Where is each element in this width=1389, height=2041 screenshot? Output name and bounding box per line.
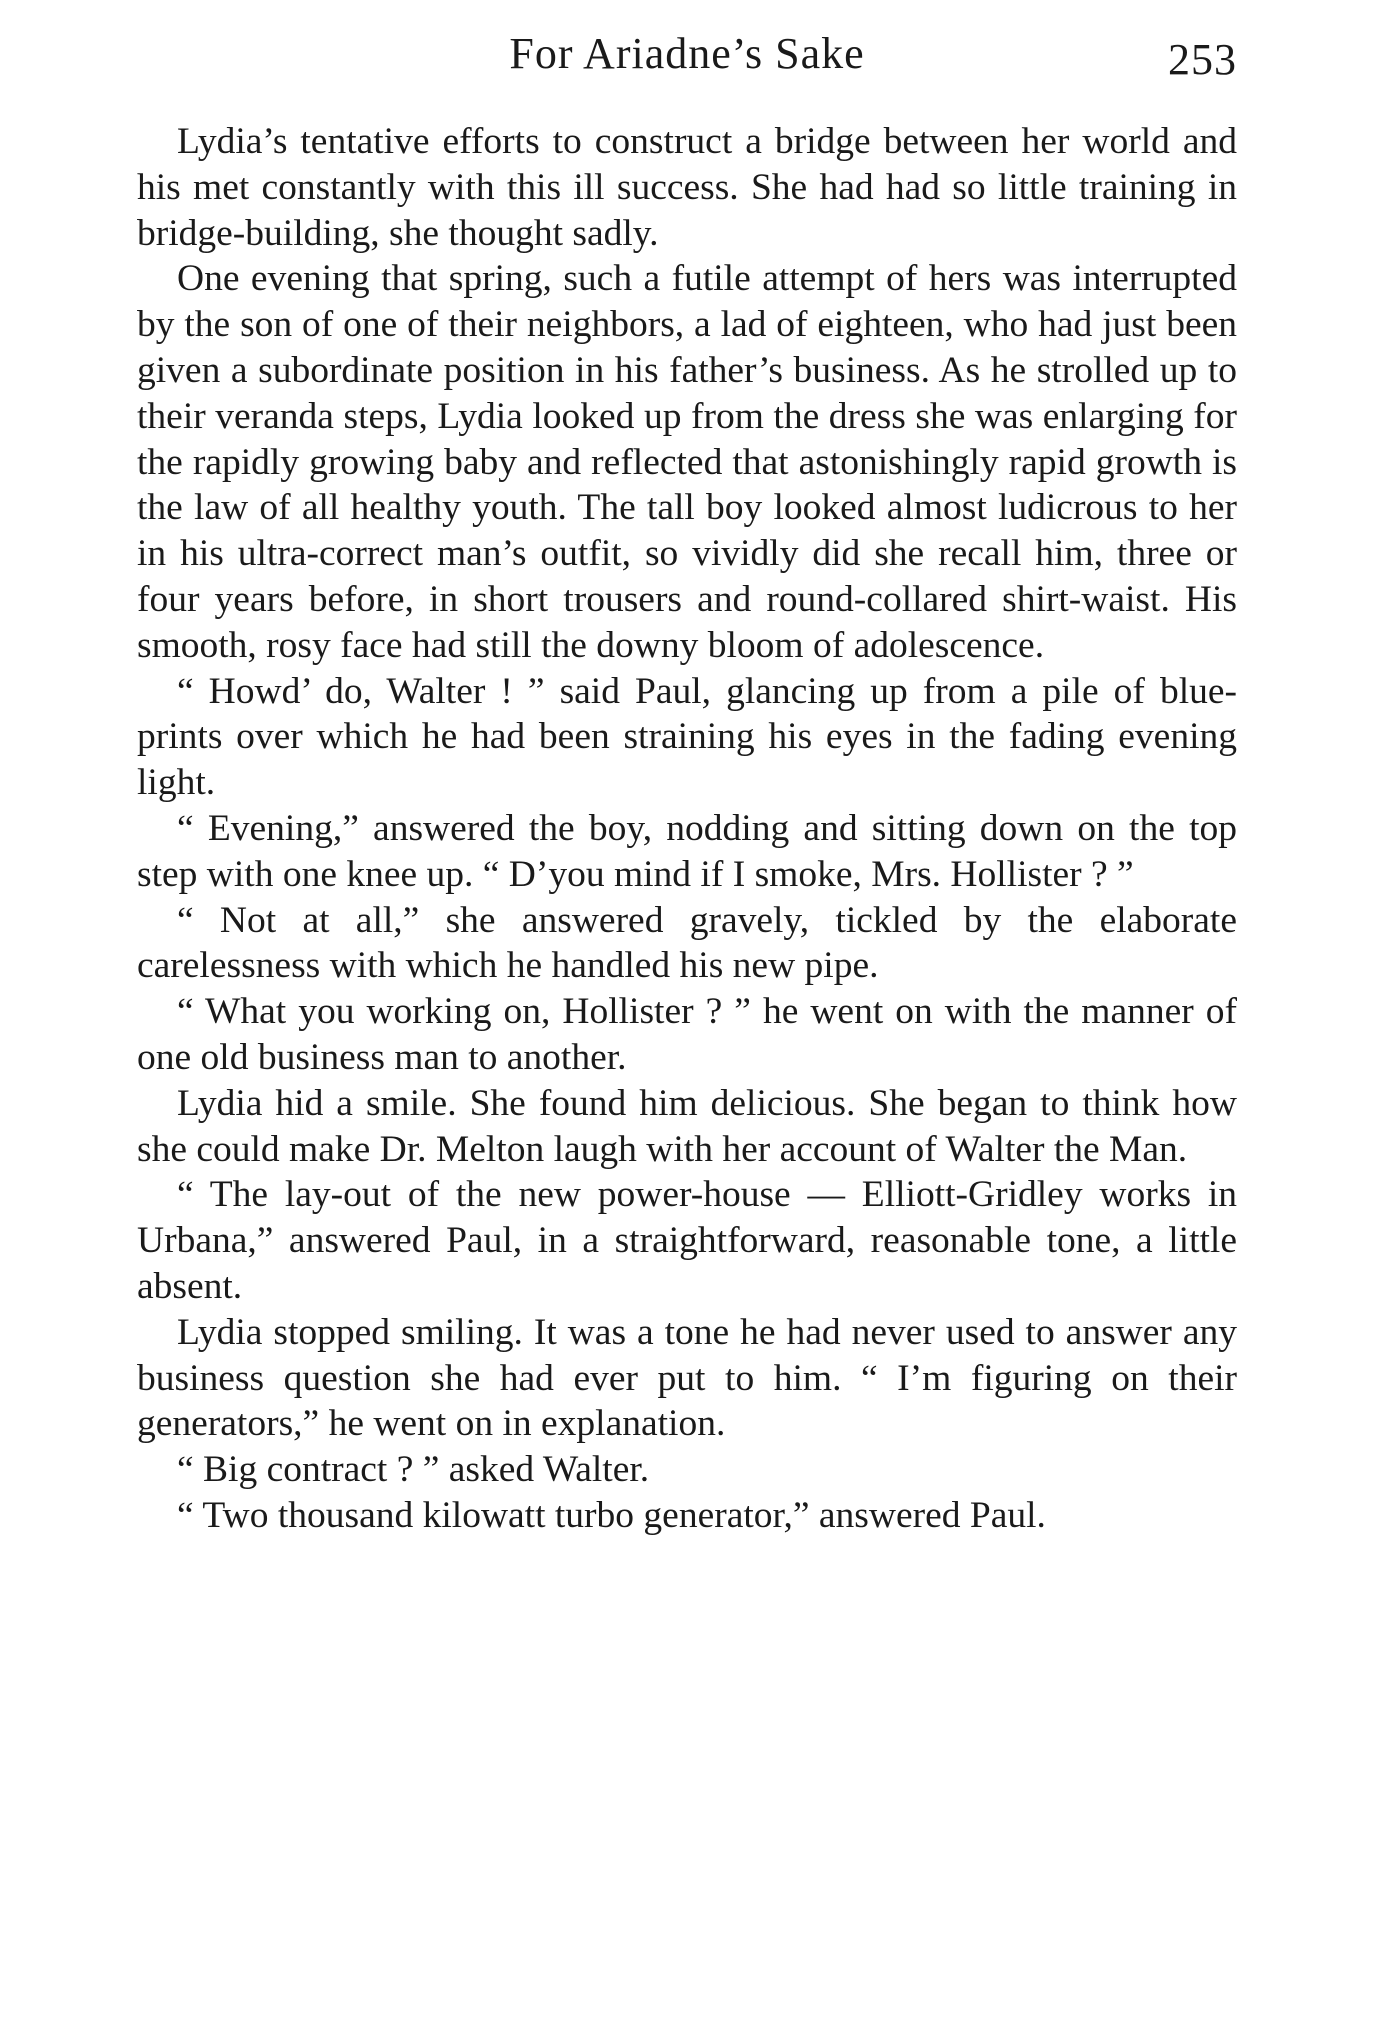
- paragraph: “ The lay-out of the new power-house — Elliott-Gridley works in Urbana,” answered Paul, in a straightforward, reasonable tone, a little absent.: [137, 1174, 1237, 1307]
- running-title: For Ariadne’s Sake: [509, 29, 865, 78]
- paragraph: “ Two thousand kilowatt turbo generator,” answered Paul.: [177, 1494, 1046, 1536]
- paragraph: “ What you working on, Hollister ? ” he went on with the manner of one old business man to another.: [137, 991, 1237, 1078]
- paragraph: Lydia hid a smile. She found him delicious. She began to think how she could make Dr. Melton laugh with her account of Walter the Man.: [137, 1082, 1237, 1170]
- page-number: 253: [1168, 35, 1237, 84]
- paragraph: “ Big contract ? ” asked Walter.: [177, 1449, 650, 1491]
- paragraph: One evening that spring, such a futile attempt of hers was interrupted by the son of one of their neighbors, a lad of eighteen, who had just been given a subordinate position in his father’s business. As he strolled up to their veranda steps, Lydia looked up from the dress she was enlarging for the rapidly growing baby and reflected that astonishingly rapid growth is the law of all healthy youth. The tall boy looked almost ludicrous to her in his ultra-correct man’s outfit, so vividly did she recall him, three or four years before, in short trousers and round-collared shirt-waist. His smooth, rosy face had still the downy bloom of adolescence.: [137, 258, 1237, 666]
- paragraph: “ Not at all,” she answered gravely, tickled by the elaborate carelessness with which he handled his new pipe.: [137, 899, 1237, 987]
- body-text: [137, 119, 1237, 1539]
- paragraph: “ Evening,” answered the boy, nodding and sitting down on the top step with one knee up. “ D’you mind if I smoke, Mrs. Hollister ? ”: [137, 807, 1237, 895]
- paragraph: Lydia’s tentative efforts to construct a bridge between her world and his met constantly with this ill success. She had had so little training in bridge-building, she thought sadly.: [137, 121, 1237, 254]
- paragraph: Lydia stopped smiling. It was a tone he had never used to answer any business question she had ever put to him. “ I’m figuring on their generators,” he went on in explanation.: [137, 1311, 1237, 1445]
- paragraph: “ Howd’ do, Walter ! ” said Paul, glancing up from a pile of blue-prints over which he had been straining his eyes in the fading evening light.: [137, 670, 1237, 804]
- running-head: [137, 24, 1237, 84]
